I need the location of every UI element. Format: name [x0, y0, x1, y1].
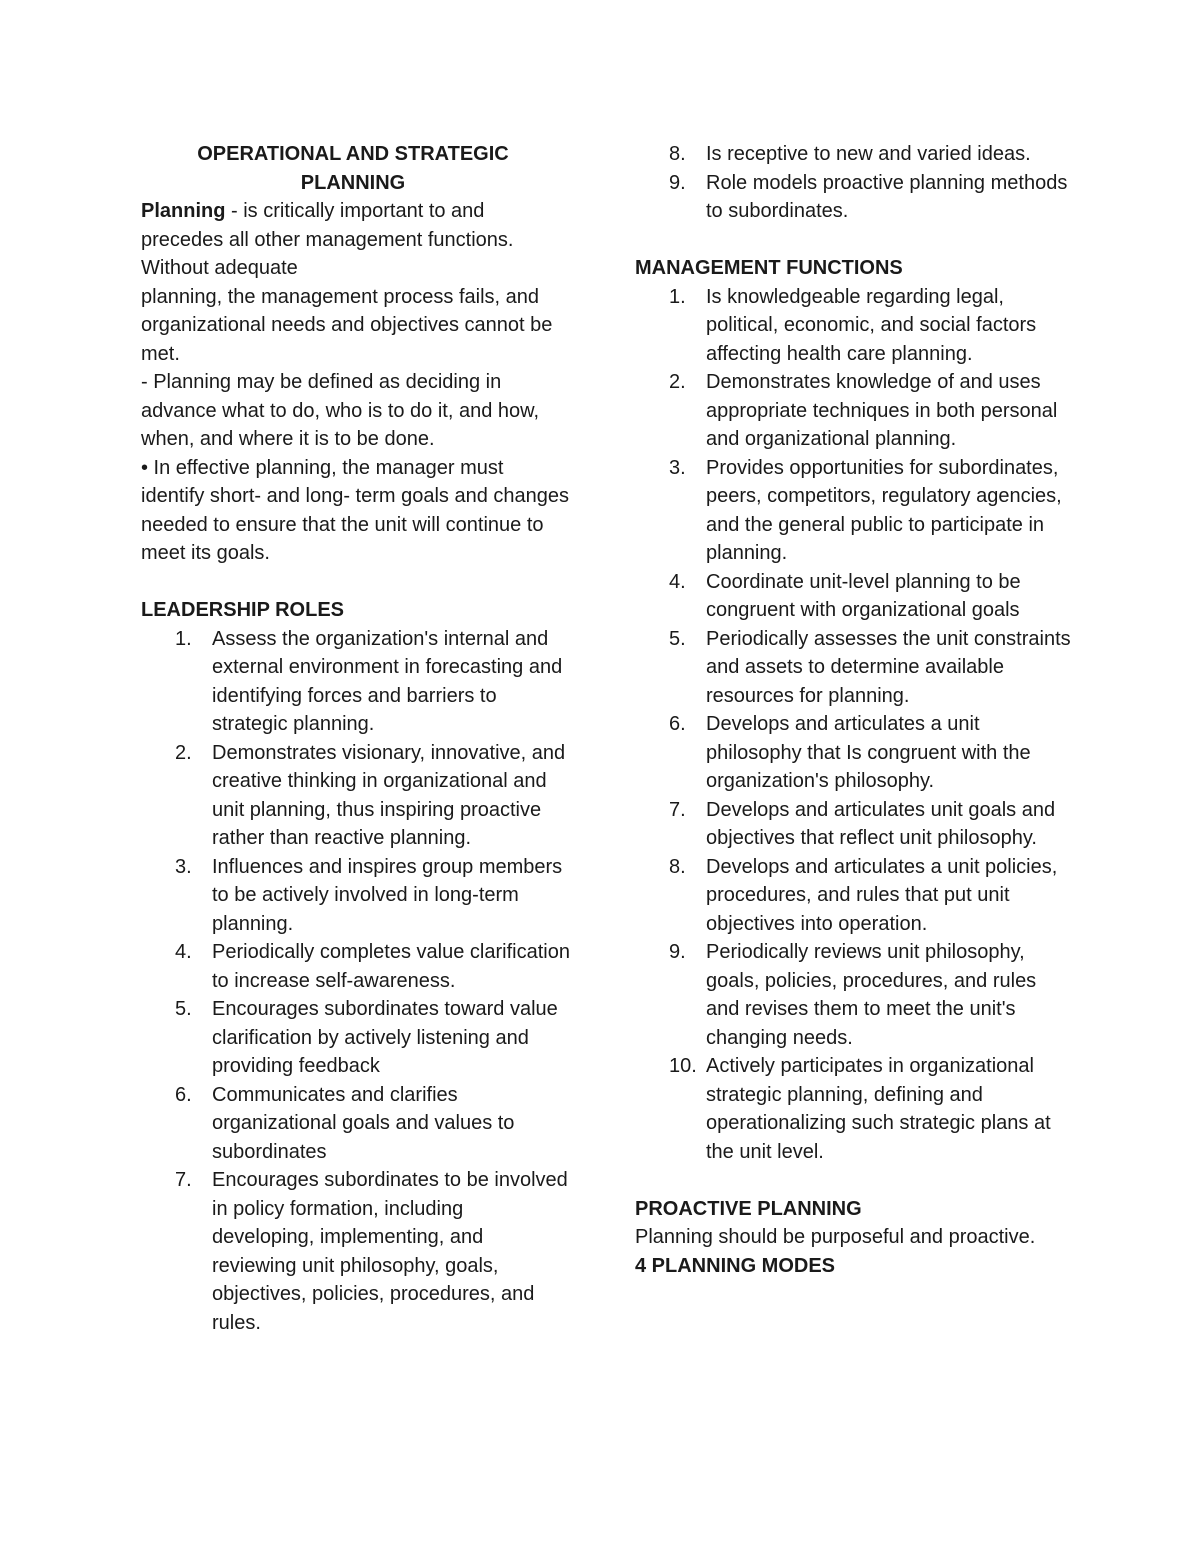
- right-column: [635, 140, 1075, 1280]
- list-item: [141, 995, 571, 1081]
- list-item-text: Role models proactive planning methods to subordinates.: [706, 171, 1068, 222]
- list-number: 3.: [669, 456, 686, 479]
- list-item-text: Demonstrates knowledge of and uses appropriate techniques in both personal and organizational planning.: [706, 371, 1058, 450]
- list-number: 7.: [669, 798, 686, 821]
- list-number: 1.: [669, 285, 686, 308]
- list-item: [635, 625, 1075, 711]
- list-number: 10.: [669, 1055, 697, 1077]
- planning-modes-heading: 4 PLANNING MODES: [635, 1254, 836, 1277]
- management-functions-heading: MANAGEMENT FUNCTIONS: [635, 257, 903, 279]
- list-item: [635, 796, 1075, 853]
- leadership-roles-list: [141, 625, 571, 1338]
- list-item-text: Assess the organization's internal and external environment in forecasting and identifying forces and barriers to strategic planning.: [212, 627, 563, 735]
- list-number: 9.: [669, 941, 686, 963]
- list-number: 2.: [669, 371, 686, 393]
- planning-definition-bullet: • In effective planning, the manager must identify short- and long- term goals and changes needed to ensure that the unit will continue to meet its goals.: [141, 456, 570, 564]
- list-item: [635, 853, 1075, 939]
- list-item: [141, 1081, 571, 1167]
- proactive-planning-heading: PROACTIVE PLANNING: [635, 1197, 862, 1220]
- planning-definition-dash: - Planning may be defined as deciding in advance what to do, who is to do it, and how, when, and where it is to be done.: [141, 371, 540, 450]
- planning-definition-cont: planning, the management process fails, and organizational needs and objectives cannot be met.: [141, 285, 553, 365]
- list-item-text: Actively participates in organizational strategic planning, defining and operationalizing such strategic plans at the unit level.: [706, 1055, 1051, 1163]
- list-item-text: Develops and articulates unit goals and objectives that reflect unit philosophy.: [706, 798, 1056, 849]
- list-item-text: Periodically reviews unit philosophy, goals, policies, procedures, and rules and revises them to meet the unit's changing needs.: [706, 941, 1037, 1049]
- list-item-text: Periodically completes value clarification to increase self-awareness.: [212, 941, 570, 992]
- list-number: 8.: [669, 143, 686, 165]
- list-item-text: Provides opportunities for subordinates, peers, competitors, regulatory agencies, and the general public to participate in planning.: [706, 456, 1062, 564]
- list-item: [141, 625, 571, 739]
- list-number: 4.: [669, 570, 686, 593]
- list-item: [635, 169, 1075, 226]
- list-number: 8.: [669, 855, 686, 878]
- leadership-roles-heading: LEADERSHIP ROLES: [141, 599, 344, 621]
- list-item-text: Encourages subordinates toward value clarification by actively listening and providing feedback: [212, 998, 558, 1077]
- list-item-text: Encourages subordinates to be involved in policy formation, including developing, implementing, and reviewing unit philosophy, goals, objectives, policies, procedures, and rules.: [212, 1169, 568, 1334]
- list-item-text: Coordinate unit-level planning to be congruent with organizational goals: [706, 570, 1021, 621]
- list-item: [141, 938, 571, 995]
- list-item: [635, 568, 1075, 625]
- management-functions-list: [635, 283, 1075, 1167]
- list-item: [635, 140, 1075, 169]
- list-item: [635, 283, 1075, 369]
- list-item-text: Communicates and clarifies organizational goals and values to subordinates: [212, 1083, 515, 1163]
- list-item-text: Is receptive to new and varied ideas.: [706, 143, 1031, 165]
- title-line-2: PLANNING: [300, 171, 406, 194]
- list-number: 9.: [669, 171, 686, 194]
- list-number: 6.: [175, 1083, 192, 1106]
- list-item-text: Periodically assesses the unit constraints and assets to determine available resources for planning.: [706, 627, 1071, 707]
- list-number: 7.: [175, 1169, 192, 1191]
- list-number: 3.: [175, 855, 192, 878]
- list-item-text: Develops and articulates a unit policies, procedures, and rules that put unit objectives into operation.: [706, 855, 1058, 935]
- title-line-1: OPERATIONAL AND STRATEGIC: [197, 143, 509, 165]
- list-number: 1.: [175, 627, 192, 650]
- leadership-roles-list-continued: [635, 140, 1075, 226]
- list-item: [635, 368, 1075, 454]
- proactive-planning-text: Planning should be purposeful and proactive.: [635, 1226, 1036, 1248]
- list-number: 5.: [175, 998, 192, 1020]
- list-item: [141, 1166, 571, 1337]
- page-title: [141, 140, 565, 197]
- list-number: 5.: [669, 627, 686, 650]
- list-item: [635, 1052, 1075, 1166]
- list-item: [635, 454, 1075, 568]
- planning-definition: [141, 197, 571, 283]
- list-item-text: Influences and inspires group members to be actively involved in long-term planning.: [212, 855, 563, 935]
- list-number: 6.: [669, 713, 686, 735]
- planning-term: Planning: [141, 200, 226, 222]
- list-item-text: Is knowledgeable regarding legal, political, economic, and social factors affecting health care planning.: [706, 285, 1037, 365]
- list-item: [635, 938, 1075, 1052]
- list-number: 4.: [175, 941, 192, 963]
- planning-definition-text: - is critically important to and precedes all other management functions. Without adequate: [141, 200, 514, 279]
- list-item: [635, 710, 1075, 796]
- list-item: [141, 739, 571, 853]
- list-item-text: Develops and articulates a unit philosophy that Is congruent with the organization's philosophy.: [706, 713, 1031, 792]
- left-column: [141, 140, 571, 1337]
- list-number: 2.: [175, 741, 192, 764]
- list-item-text: Demonstrates visionary, innovative, and creative thinking in organizational and unit planning, thus inspiring proactive rather than reactive planning.: [212, 741, 566, 849]
- list-item: [141, 853, 571, 939]
